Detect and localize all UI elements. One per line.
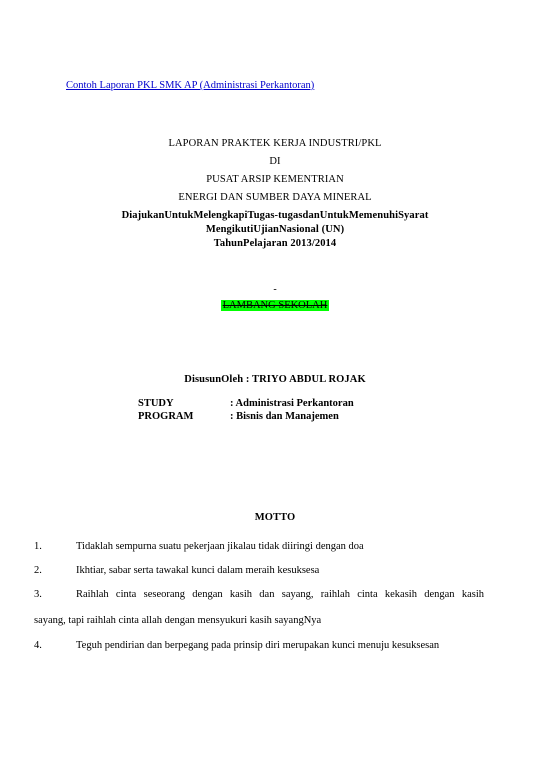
motto-item-text: Raihlah cinta seseorang dengan kasih dan sayang, raihlah cinta kekasih dengan kasih [76,589,484,600]
motto-heading: MOTTO [254,512,296,523]
info-value: : Bisnis dan Manajemen [230,411,339,422]
logo-placeholder [0,295,550,313]
motto-item-text: Teguh pendirian dan berpegang pada prinsip diri merupakan kunci menuju kesuksesan [76,640,440,651]
info-row-study [138,398,354,409]
motto-item-number: 2. [34,565,42,576]
logo-placeholder-label: LAMBANG SEKOLAH [222,300,328,311]
motto-item-text: Tidaklah sempurna suatu pekerjaan jikalau tidak diiringi dengan doa [76,541,364,552]
subtitle-line-1: DiajukanUntukMelengkapiTugas-tugasdanUntukMemenuhiSyarat [121,210,429,221]
info-row-program [138,411,339,422]
motto-item-number: 1. [34,541,42,552]
title-line-1: LAPORAN PRAKTEK KERJA INDUSTRI/PKL [168,138,382,149]
header-link[interactable]: Contoh Laporan PKL SMK AP (Administrasi Perkantoran) [66,80,315,91]
logo-dash: - [273,284,277,295]
author-line: DisusunOleh : TRIYO ABDUL ROJAK [184,374,366,385]
info-label: STUDY [138,398,174,409]
title-line-3: PUSAT ARSIP KEMENTRIAN [206,174,344,185]
subtitle-line-3: TahunPelajaran 2013/2014 [213,238,337,249]
motto-item-number: 4. [34,640,42,651]
title-line-4: ENERGI DAN SUMBER DAYA MINERAL [178,192,372,203]
info-label: PROGRAM [138,411,194,422]
motto-item-continuation: sayang, tapi raihlah cinta allah dengan mensyukuri kasih sayangNya [34,615,322,626]
title-line-2: DI [269,156,281,167]
subtitle-line-2: MengikutiUjianNasional (UN) [205,224,345,235]
motto-item-number: 3. [34,589,42,600]
motto-item-text: Ikhtiar, sabar serta tawakal kunci dalam meraih kesuksesa [76,565,320,576]
info-value: : Administrasi Perkantoran [230,398,354,409]
